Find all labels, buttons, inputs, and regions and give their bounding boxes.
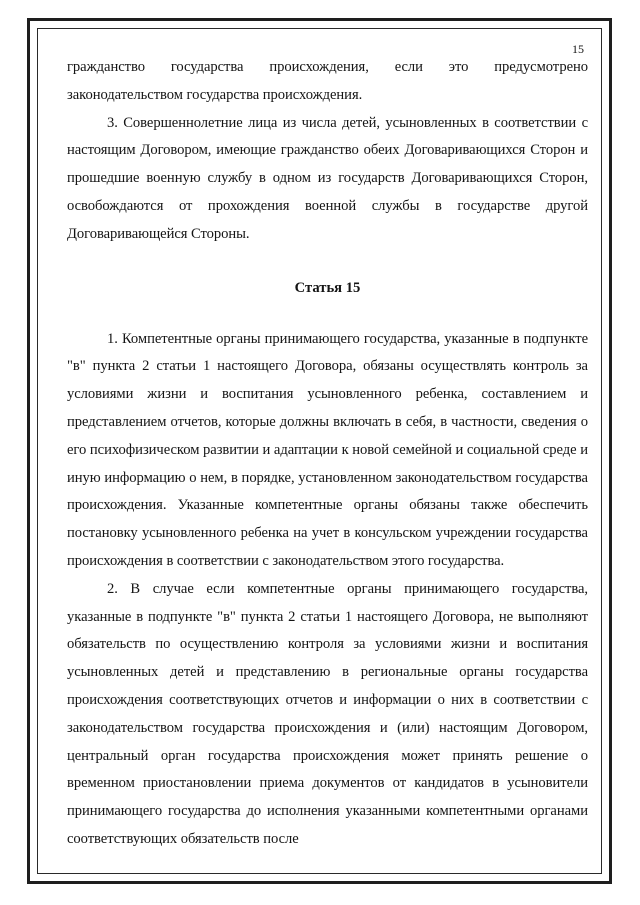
page-number: 15: [572, 42, 584, 56]
document-body: [67, 54, 588, 854]
paragraph-article-15-item-1: 1. Компетентные органы принимающего государства, указанные в подпункте "в" пункта 2 статьи 1 настоящего Договора, обязаны осуществлять контроль за условиями жизни и воспитания усыновленного ребенка, составлением и представлением отчетов, которые должны включать в себя, в частности, сведения о его психофизическом развитии и адаптации к новой семейной и социальной среде и иную информацию о нем, в порядке, установленном законодательством государства происхождения. Указанные компетентные органы обязаны также обеспечить постановку усыновленного ребенка на учет в консульском учреждении государства происхождения в соответствии с законодательством этого государства.: [67, 330, 588, 569]
paragraph-continuation: гражданство государства происхождения, если это предусмотрено законодательством государства происхождения.: [67, 59, 588, 103]
paragraph-article-15-item-2: 2. В случае если компетентные органы принимающего государства, указанные в подпункте "в" пункта 2 статьи 1 настоящего Договора, не выполняют обязательств по осуществлению контроля за условиями жизни и воспитания усыновленных детей и представлению в региональные органы государства происхождения соответствующих отчетов и информации о них в соответствии с законодательством государства происхождения и (или) настоящим Договором, центральный орган государства происхождения может принять решение о временном приостановлении приема документов от кандидатов в усыновители принимающего государства до исполнения указанными компетентными органами соответствующих обязательств после: [67, 580, 588, 847]
article-heading: Статья 15: [294, 279, 361, 296]
paragraph-item-3: 3. Совершеннолетние лица из числа детей, усыновленных в соответствии с настоящим Договором, имеющие гражданство обеих Договаривающихся Сторон и прошедшие военную службу в одном из государств Договаривающихся Сторон, освобождаются от прохождения военной службы в государстве другой Договаривающейся Стороны.: [67, 114, 588, 242]
